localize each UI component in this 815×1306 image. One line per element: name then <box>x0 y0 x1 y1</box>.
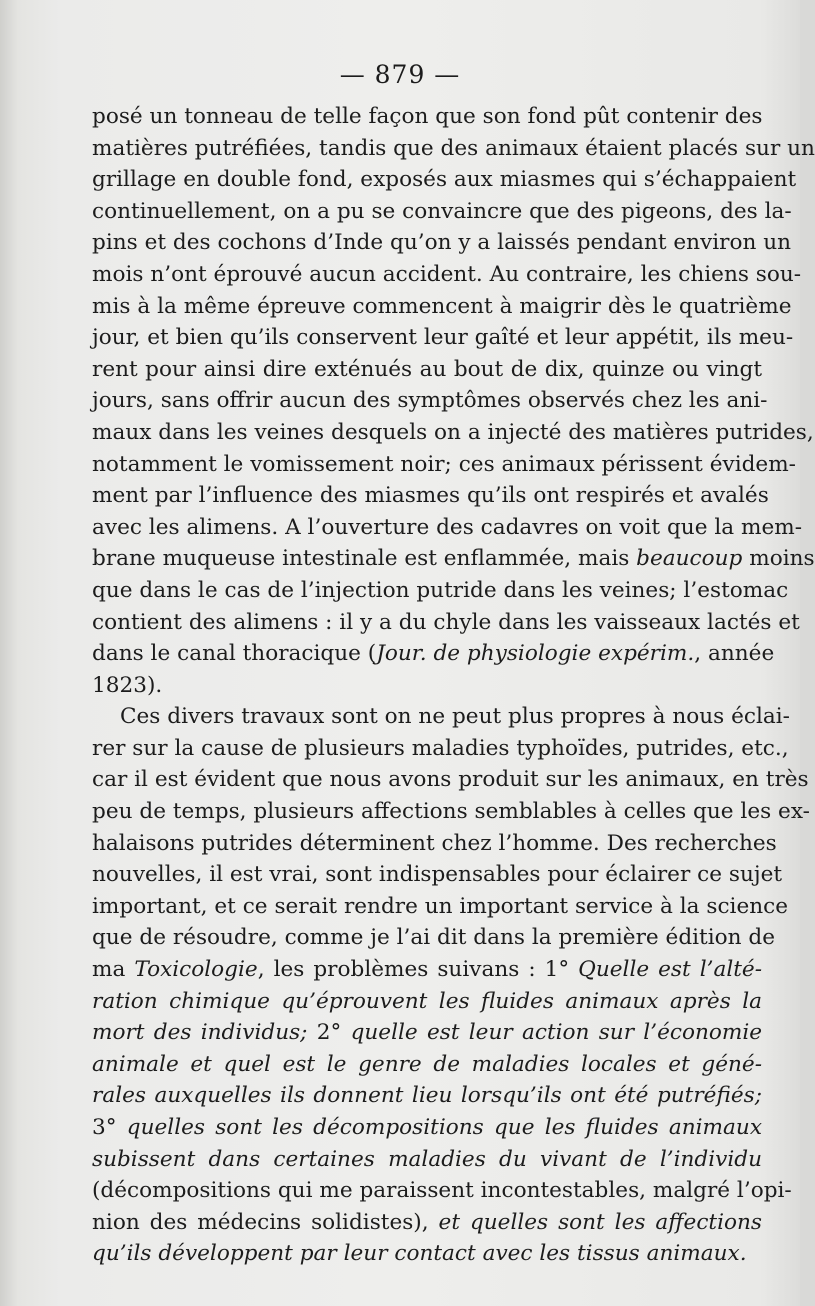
text-run: (décompositions qui me paraissent incontestables, malgré l’opi- <box>92 1178 792 1204</box>
italic-text: et quelles sont les affections <box>438 1209 762 1235</box>
text-run: pins et des cochons d’Inde qu’on y a laissés pendant environ un <box>92 230 792 256</box>
text-line <box>92 196 792 228</box>
text-line <box>92 322 794 354</box>
text-line <box>92 227 792 259</box>
text-run: , année <box>694 641 775 667</box>
text-run: ma <box>92 957 135 983</box>
italic-text: ration chimique qu’éprouvent les fluides animaux après la <box>92 988 762 1014</box>
text-line <box>92 259 802 291</box>
text-line <box>92 954 762 986</box>
italic-text: Quelle est l’alté- <box>578 957 762 983</box>
text-run: rent pour ainsi dire exténués au bout de dix, quinze ou vingt <box>92 356 762 382</box>
italic-text: rales auxquelles ils donnent lieu lorsqu’ils ont été putréfiés; <box>92 1083 762 1109</box>
text-run: 2° <box>307 1020 351 1046</box>
text-line <box>92 607 800 639</box>
text-run: nion des médecins solidistes), <box>92 1209 439 1235</box>
text-run: Ces divers travaux sont on ne peut plus propres à nous éclai- <box>120 704 790 730</box>
text-line <box>92 1207 762 1239</box>
text-line <box>92 828 777 860</box>
text-run: notamment le vomissement noir; ces animaux périssent évidem- <box>92 451 796 477</box>
text-line <box>92 638 775 670</box>
text-line <box>92 733 789 765</box>
italic-text: mort des individus; <box>92 1020 308 1046</box>
text-line <box>92 670 762 702</box>
text-line <box>92 859 783 891</box>
text-run: contient des alimens : il y a du chyle dans les vaisseaux lactés et <box>92 609 800 635</box>
text-line <box>92 1112 762 1144</box>
text-run: nouvelles, il est vrai, sont indispensables pour éclairer ce sujet <box>92 862 783 888</box>
paragraph-1 <box>92 101 815 701</box>
italic-text: Toxicologie <box>134 957 258 983</box>
text-run: brane muqueuse intestinale est enflammée, mais <box>92 546 637 572</box>
text-run: jour, et bien qu’ils conservent leur gaîté et leur appétit, ils meu- <box>92 325 794 351</box>
text-run: continuellement, on a pu se convaincre que des pigeons, des la- <box>92 198 792 224</box>
text-line <box>92 1017 762 1049</box>
text-line <box>92 922 776 954</box>
text-run: rer sur la cause de plusieurs maladies typhoïdes, putrides, etc., <box>92 735 789 761</box>
text-line <box>92 1144 762 1176</box>
italic-text: quelles sont les décompositions que les fluides animaux <box>126 1115 762 1140</box>
text-run: 1823). <box>92 672 163 698</box>
text-line <box>92 354 762 386</box>
text-line <box>92 891 789 923</box>
text-run: posé un tonneau de telle façon que son fond pût contenir des <box>92 104 763 129</box>
text-run: que dans le cas de l’injection putride dans les veines; l’estomac <box>92 577 789 603</box>
italic-text: subissent dans certaines maladies du vivant de l’individu <box>92 1146 762 1172</box>
italic-text: quelle est leur action sur l’économie <box>350 1020 763 1046</box>
text-line <box>92 512 803 544</box>
italic-text: qu’ils développent par leur contact avec les tissus animaux. <box>92 1241 747 1267</box>
text-line <box>92 291 792 323</box>
text-line <box>92 1049 762 1081</box>
text-run: que de résoudre, comme je l’ai dit dans la première édition de <box>92 925 776 951</box>
text-run: mois n’ont éprouvé aucun accident. Au contraire, les chiens sou- <box>92 261 802 287</box>
page-number: — 879 — <box>339 60 461 89</box>
text-line <box>92 764 809 796</box>
text-run: grillage en double fond, exposés aux miasmes qui s’échappaient <box>92 167 797 193</box>
text-line <box>92 1238 762 1270</box>
text-line <box>92 1080 762 1112</box>
italic-text: animale et quel est le genre de maladies locales et géné- <box>92 1051 762 1077</box>
text-run: 3° <box>92 1115 127 1140</box>
text-line <box>92 385 768 417</box>
text-run: matières putréfiées, tandis que des animaux étaient placés sur un <box>92 135 815 161</box>
text-run: dans le canal thoracique ( <box>92 641 377 667</box>
text-run: moins <box>742 546 815 572</box>
italic-text: beaucoup <box>636 546 743 572</box>
text-run: car il est évident que nous avons produit sur les animaux, en très <box>92 767 809 793</box>
text-line <box>92 543 815 575</box>
text-run: important, et ce serait rendre un important service à la science <box>92 893 789 919</box>
text-run: mis à la même épreuve commencent à maigrir dès le quatrième <box>92 293 792 319</box>
text-line <box>92 417 814 449</box>
italic-text: Jour. de physiologie expérim. <box>376 641 695 667</box>
text-run: , les problèmes suivans : 1° <box>257 957 579 983</box>
text-run: ment par l’influence des miasmes qu’ils ont respirés et avalés <box>92 483 769 509</box>
text-run: jours, sans offrir aucun des symptômes observés chez les ani- <box>92 388 768 414</box>
text-run: halaisons putrides déterminent chez l’homme. Des recherches <box>92 830 777 856</box>
text-line <box>92 101 762 133</box>
text-line <box>92 449 796 481</box>
text-line <box>92 986 762 1018</box>
text-line <box>92 480 769 512</box>
text-line <box>92 164 797 196</box>
text-run: maux dans les veines desquels on a injecté des matières putrides, <box>92 419 814 445</box>
text-run: avec les alimens. A l’ouverture des cadavres on voit que la mem- <box>92 514 803 540</box>
text-line <box>92 701 790 733</box>
text-line <box>92 575 789 607</box>
text-line <box>92 796 810 828</box>
paragraph-2 <box>92 701 810 1270</box>
text-line <box>92 1175 792 1207</box>
text-line <box>92 133 815 165</box>
body-text <box>92 101 815 1270</box>
text-run: peu de temps, plusieurs affections semblables à celles que les ex- <box>92 799 810 825</box>
